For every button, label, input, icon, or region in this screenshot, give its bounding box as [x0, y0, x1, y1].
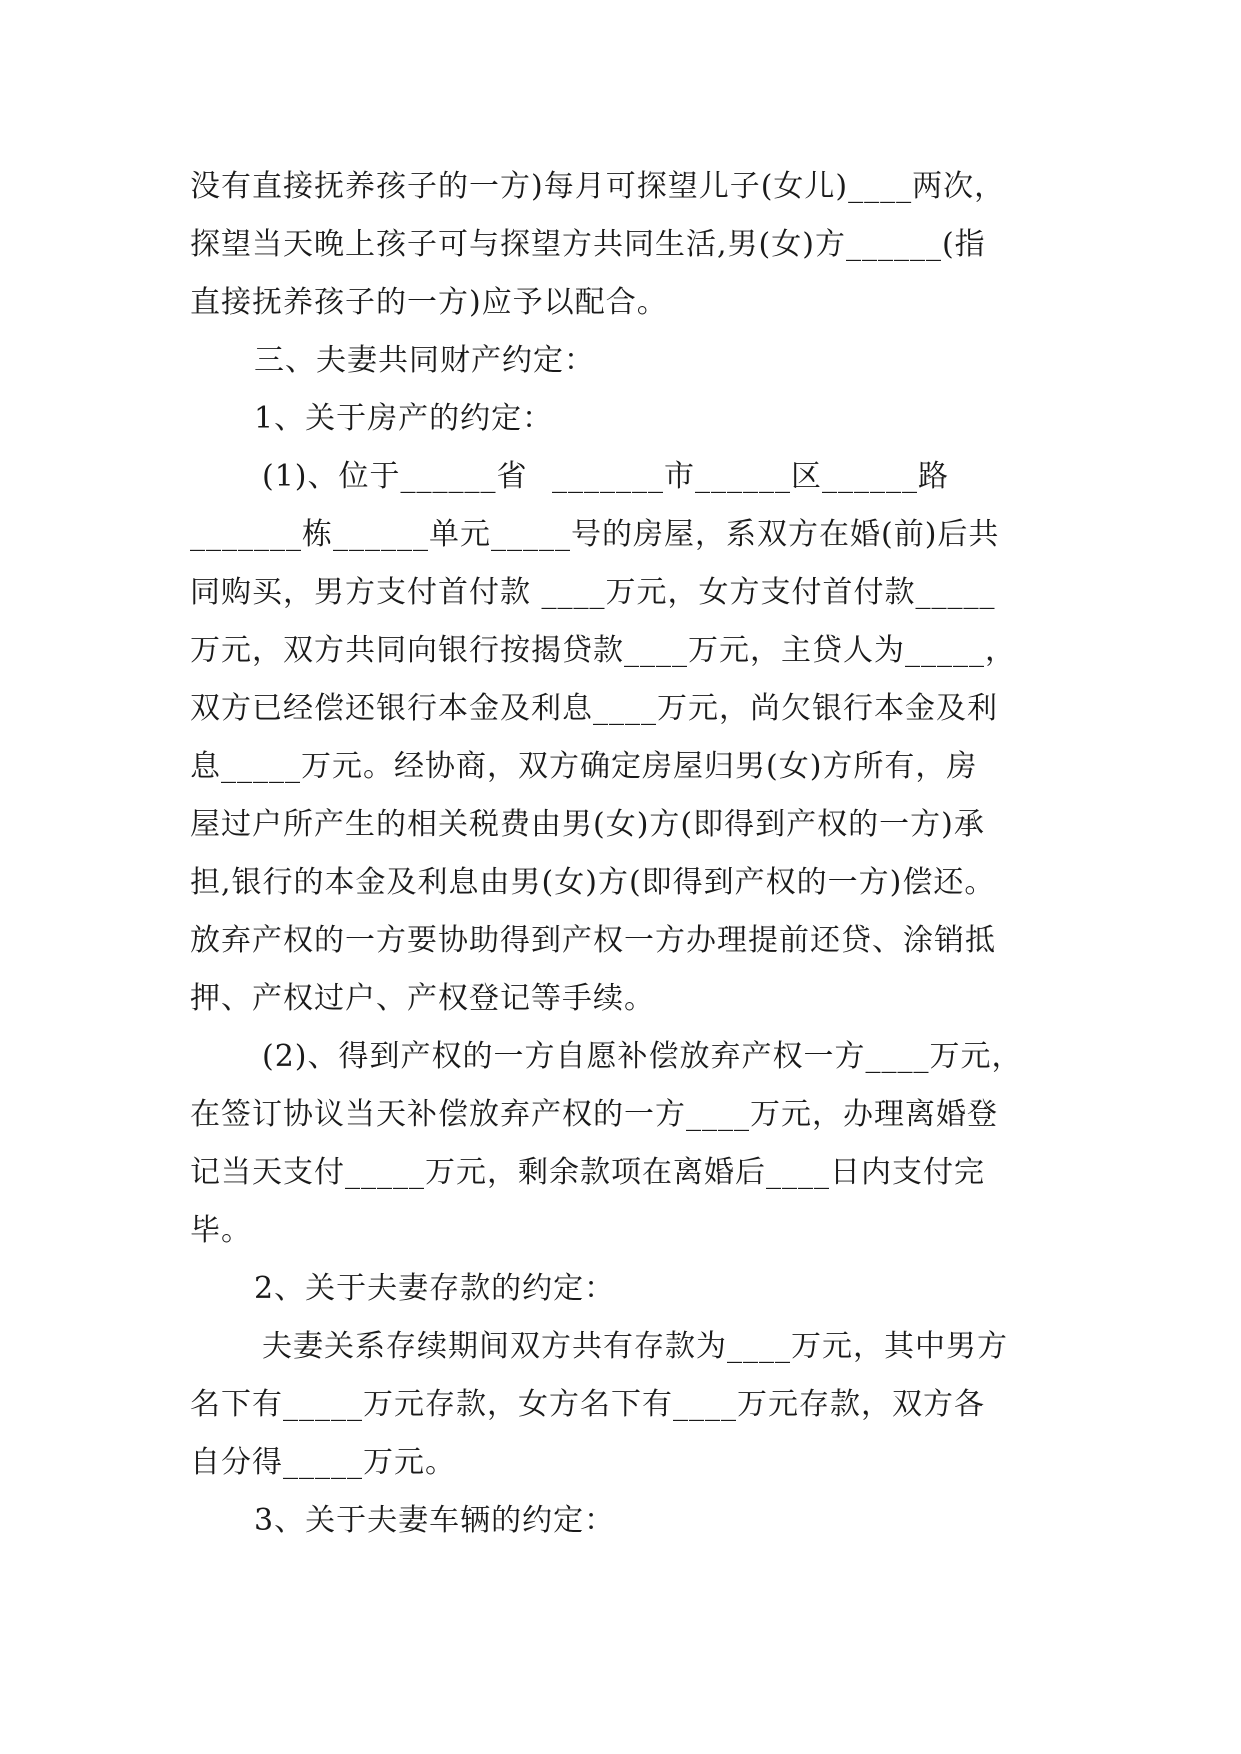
- text-line: 双方已经偿还银行本金及利息____万元，尚欠银行本金及利: [190, 691, 998, 726]
- subsection-heading-savings: [190, 1260, 1056, 1318]
- text-line: 直接抚养孩子的一方)应予以配合。: [190, 285, 668, 320]
- text-line: 在签订协议当天补偿放弃产权的一方____万元，办理离婚登: [190, 1097, 998, 1132]
- paragraph-savings: [190, 1318, 1056, 1492]
- text-line: 息_____万元。经协商，双方确定房屋归男(女)方所有，房: [190, 749, 978, 784]
- text-line: 记当天支付_____万元，剩余款项在离婚后____日内支付完: [190, 1155, 985, 1190]
- text-line: 没有直接抚养孩子的一方)每月可探望儿子(女儿)____两次，: [190, 169, 1006, 204]
- text-line: 夫妻关系存续期间双方共有存款为____万元，其中男方: [262, 1329, 1008, 1364]
- text-line: 名下有_____万元存款，女方名下有____万元存款，双方各: [190, 1387, 985, 1422]
- paragraph-real-estate-1: [190, 448, 1056, 1028]
- text-line: 放弃产权的一方要协助得到产权一方办理提前还贷、涂销抵: [190, 923, 996, 958]
- subsection-heading-vehicles: [190, 1492, 1056, 1550]
- paragraph-real-estate-2: [190, 1028, 1056, 1260]
- text-line: 三、夫妻共同财产约定：: [254, 343, 595, 378]
- text-line: 屋过户所产生的相关税费由男(女)方(即得到产权的一方)承: [190, 807, 985, 842]
- paragraph-visitation-continued: [190, 158, 1056, 332]
- subsection-heading-real-estate: [190, 390, 1056, 448]
- text-line: (2)、得到产权的一方自愿补偿放弃产权一方____万元，: [262, 1039, 1023, 1074]
- text-line: 毕。: [190, 1213, 252, 1248]
- text-line: (1)、位于______省 _______市______区______路: [262, 459, 950, 494]
- section-heading-joint-property: [190, 332, 1056, 390]
- text-line: 自分得_____万元。: [190, 1445, 456, 1480]
- text-line: 担,银行的本金及利息由男(女)方(即得到产权的一方)偿还。: [190, 865, 996, 900]
- text-line: 2、关于夫妻存款的约定：: [254, 1271, 616, 1306]
- text-line: 押、产权过户、产权登记等手续。: [190, 981, 655, 1016]
- text-line: 同购买，男方支付首付款 ____万元，女方支付首付款_____: [190, 575, 996, 610]
- text-line: 3、关于夫妻车辆的约定：: [254, 1503, 616, 1538]
- text-line: 探望当天晚上孩子可与探望方共同生活,男(女)方______(指: [190, 227, 986, 262]
- text-line: 1、关于房产的约定：: [254, 401, 554, 436]
- text-line: _______栋______单元_____号的房屋，系双方在婚(前)后共: [190, 517, 1000, 552]
- document-body: [190, 158, 1056, 1550]
- text-line: 万元，双方共同向银行按揭贷款____万元，主贷人为_____，: [190, 633, 1016, 668]
